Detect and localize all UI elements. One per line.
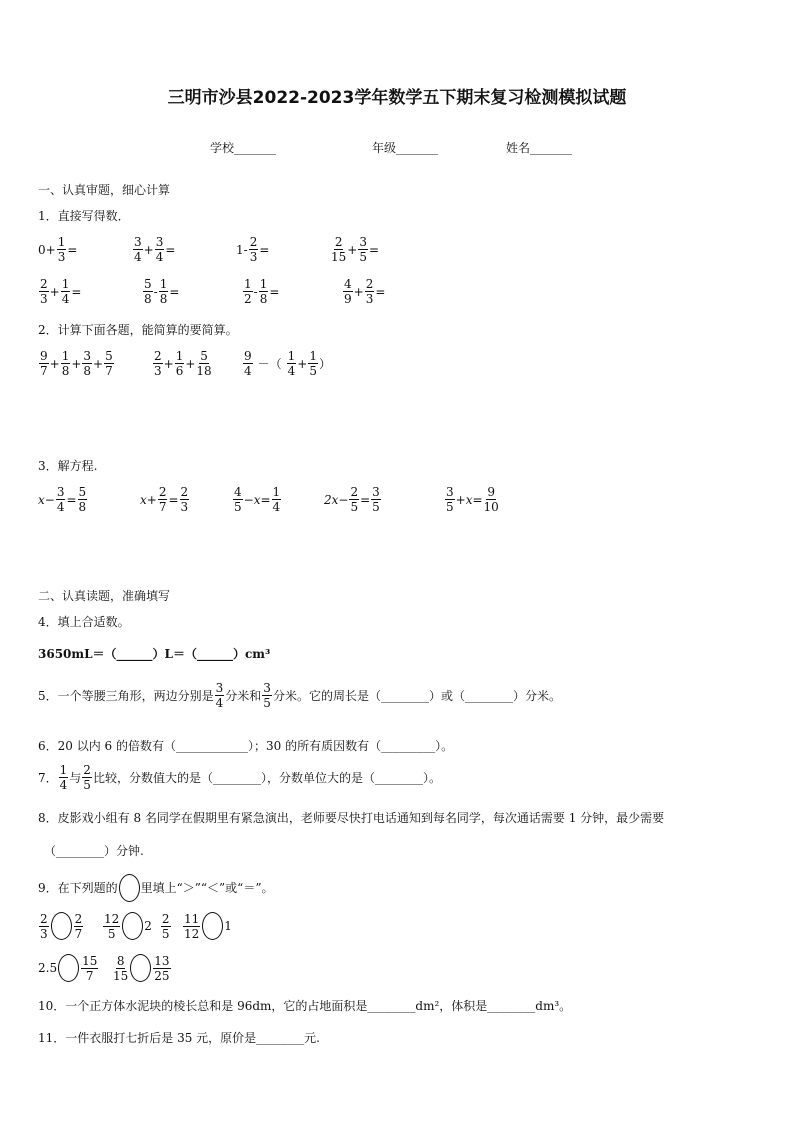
q8-line-2: （________）分钟. [44,844,144,858]
q4-line: 3650mL＝（______）L＝（______）cm³ [38,647,271,661]
q2-label: 2．计算下面各题，能简算的要简算。 [38,323,238,337]
q1-expr-7: $\frac{1}{2}$ - $\frac{1}{8}$ = [244,277,280,306]
section-2-heading: 二、认真读题，准确填写 [38,589,171,603]
q3-eq-5: $\frac{3}{5}$ + x = $\frac{9}{10}$ [446,485,499,514]
q9-answer-oval-5[interactable] [130,954,151,982]
q1-expr-2: $\frac{3}{4}$ + $\frac{3}{4}$ = [134,235,176,264]
q9-example-oval [119,874,140,902]
q1-expr-1: 0+ $\frac{1}{3}$ = [38,235,78,264]
q2-expr-3: $\frac{9}{4}$ －（ $\frac{1}{4}$ + $\frac{1}{5}$ ） [244,349,332,378]
q5: 5．一个等腰三角形，两边分别是 $\frac{3}{4}$ 分米和 $\frac{3}{5}$ 分米。它的周长是（________）或（________）分米。 [38,681,561,710]
q9-answer-oval-3[interactable] [202,912,223,940]
q4-label: 4．填上合适数。 [38,615,130,629]
q6: 6．20 以内 6 的倍数有（____________）；30 的所有质因数有（_________）。 [38,739,454,753]
q1-expr-6: $\frac{5}{8}$ - $\frac{1}{8}$ = [144,277,180,306]
q3-label: 3．解方程. [38,459,98,473]
q9-answer-oval-2[interactable] [122,912,143,940]
q9-compare-2: $\frac{12}{5}$ 2 $\frac{2}{5}$ [104,911,170,941]
q9-compare-4: 2.5 $\frac{15}{7}$ [38,953,98,983]
q9-compare-5: $\frac{8}{15}$ $\frac{13}{25}$ [113,953,170,983]
q2-expr-1: $\frac{9}{7}$ + $\frac{1}{8}$ + $\frac{3}{8}$ + $\frac{5}{7}$ [40,349,113,378]
q3-eq-2: x + $\frac{2}{7}$ = $\frac{2}{3}$ [140,485,189,514]
q3-eq-4: 2x − $\frac{2}{5}$ = $\frac{3}{5}$ [324,485,380,514]
name-field[interactable]: 姓名_______ [506,141,573,155]
q1-expr-3: 1- $\frac{2}{3}$ = [236,235,270,264]
q1-label: 1．直接写得数． [38,209,130,223]
q7: 7． $\frac{1}{4}$ 与 $\frac{2}{5}$ 比较，分数值大的是（________），分数单位大的是（________）。 [38,763,441,792]
q9-label: 9．在下列题的 里填上“＞”“＜”或“＝”。 [38,874,273,902]
q3-eq-3: $\frac{4}{5}$ − x = $\frac{1}{4}$ [234,485,281,514]
q9-compare-1: $\frac{2}{3}$ $\frac{2}{7}$ [40,911,83,941]
page-title: 三明市沙县2022-2023学年数学五下期末复习检测模拟试题 [167,88,627,108]
grade-field[interactable]: 年级_______ [372,141,439,155]
q1-expr-5: $\frac{2}{3}$ + $\frac{1}{4}$ = [40,277,82,306]
q1-expr-8: $\frac{4}{9}$ + $\frac{2}{3}$ = [344,277,386,306]
q9-answer-oval-1[interactable] [51,912,72,940]
q9-answer-oval-4[interactable] [58,954,79,982]
q8-line-1: 8．皮影戏小组有 8 名同学在假期里有紧急演出，老师要尽快打电话通知到每名同学，每次通话需要 1 分钟，最少需要 [38,811,665,825]
q2-expr-2: $\frac{2}{3}$ + $\frac{1}{6}$ + $\frac{5}{18}$ [154,349,212,378]
q9-compare-3: $\frac{11}{12}$ 1 [184,911,232,941]
q1-expr-4: $\frac{2}{15}$ + $\frac{3}{5}$ = [331,235,380,264]
q11: 11．一件衣服打七折后是 35 元，原价是________元. [38,1031,320,1045]
q10: 10．一个正方体水泥块的棱长总和是 96dm，它的占地面积是________dm²，体积是________dm³。 [38,999,572,1013]
school-field[interactable]: 学校_______ [210,141,277,155]
q3-eq-1: x − $\frac{3}{4}$ = $\frac{5}{8}$ [38,485,87,514]
section-1-heading: 一、认真审题，细心计算 [38,183,171,197]
